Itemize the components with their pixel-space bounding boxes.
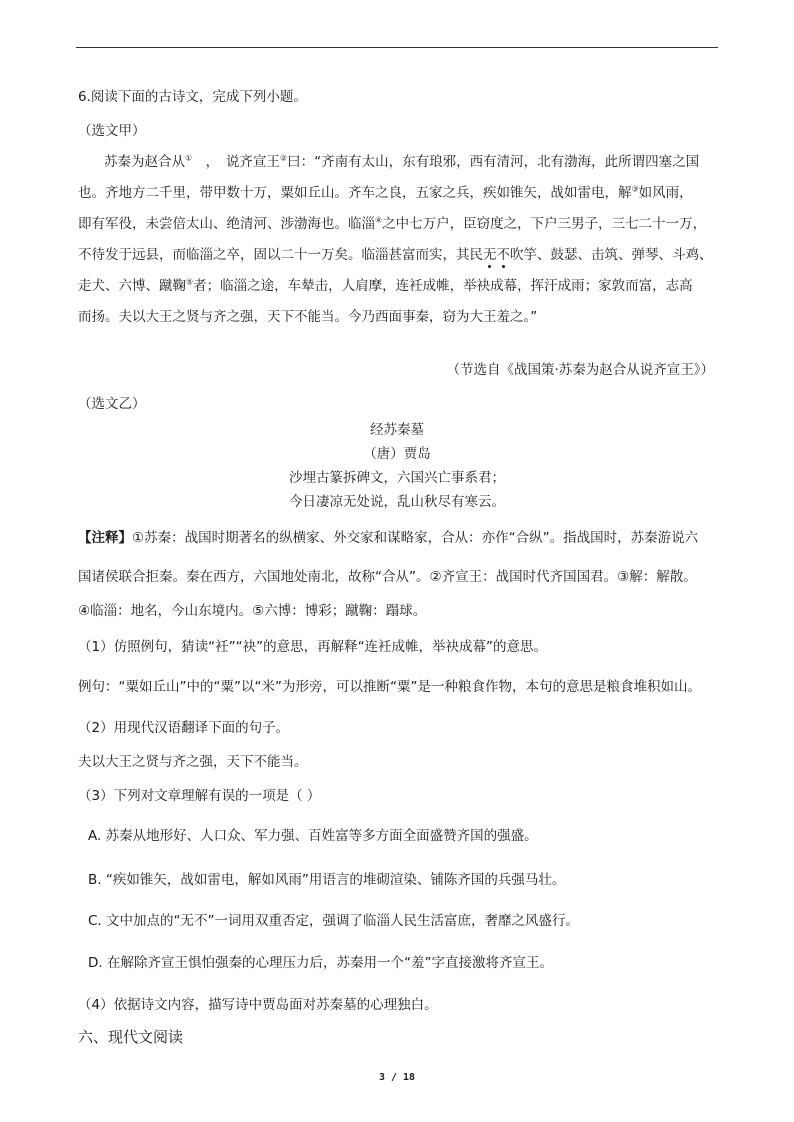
option-d: D. 在解除齐宣王惧怕强秦的心理压力后，苏秦用一个“羞”字直接激将齐宣王。: [88, 955, 553, 971]
question-3: （3）下列对文章理解有误的一项是（ ）: [78, 788, 321, 804]
option-c: C. 文中加点的“无不”一词用双重否定，强调了临淄人民生活富庶，奢靡之风盛行。: [88, 913, 579, 929]
passage-a-line: 即有军役，未尝倍太山、绝清河、涉渤海也。临淄④之中七万户，臣窃度之，下户三男子，三七二十一万，: [78, 215, 707, 232]
poem-line: 今日凄凉无处说，乱山秋尽有寒云。: [289, 494, 505, 510]
passage-b-label: （选文乙）: [78, 396, 146, 412]
passage-a-line: 走犬、六博、蹴鞠⑤者；临淄之途，车辇击，人肩摩，连衽成帷，举袂成幕，挥汗成雨；家敦而富，志高: [78, 277, 693, 294]
poem-author: （唐）贾岛: [363, 446, 431, 462]
passage-a-source: （节选自《战国策·苏秦为赵合从说齐宣王》）: [446, 362, 714, 378]
poem-title: 经苏秦墓: [370, 422, 424, 438]
passage-a-label: （选文甲）: [78, 123, 146, 139]
footnote-marker: ③: [631, 184, 639, 194]
question-2: （2）用现代汉语翻译下面的句子。: [78, 720, 290, 736]
notes-label: 【注释】: [78, 530, 132, 546]
question-1: （1）仿照例句，猜读“衽”“袂”的意思，再解释“连衽成帷，举袂成幕”的意思。: [78, 639, 548, 655]
notes-line: 国诸侯联合拒秦。秦在西方，六国地处南北，故称“合从”。②齐宣王：战国时代齐国国君。③解：解散。: [78, 569, 697, 585]
header-rule: [76, 47, 718, 48]
question-4: （4）依据诗文内容，描写诗中贾岛面对苏秦墓的心理独白。: [78, 997, 438, 1013]
poem-line: 沙埋古篆拆碑文，六国兴亡事系君；: [289, 470, 505, 486]
emphasis-dot-char: 不: [496, 247, 510, 263]
footnote-marker: ②: [279, 153, 288, 163]
question-title: 6.阅读下面的古诗文，完成下列小题。: [78, 89, 307, 105]
footnote-marker: ④: [375, 215, 383, 225]
emphasis-dot-char: 无: [483, 247, 497, 263]
notes-line: ④临淄：地名，今山东境内。⑤六博：博彩；蹴鞠：蹋球。: [78, 603, 427, 619]
section-heading: 六、现代文阅读: [78, 1028, 184, 1046]
footnote-marker: ⑤: [186, 277, 194, 287]
passage-a-line: 不待发于远县，而临淄之卒，固以二十一万矣。临淄甚富而实，其民无不吹竽、鼓瑟、击筑、弹琴、斗鸡、: [78, 247, 713, 263]
option-b: B. “疾如锥矢，战如雷电，解如风雨”用语言的堆砌渲染、铺陈齐国的兵强马壮。: [88, 872, 566, 888]
page-number: 3 / 18: [378, 1072, 416, 1083]
passage-a-line: 苏秦为赵合从① ， 说齐宣王②曰：“齐南有太山，东有琅邪，西有清河，北有渤海，此所谓四塞之国: [104, 153, 700, 170]
passage-a-line: 也。齐地方二千里，带甲数十万，粟如丘山。齐车之良，五家之兵，疾如锥矢，战如雷电，解③如风雨，: [78, 184, 693, 201]
notes-line: 【注释】①苏秦：战国时期著名的纵横家、外交家和谋略家，合从：亦作“合纵”。指战国时，苏秦游说六: [78, 530, 699, 546]
passage-a-line: 而扬。夫以大王之贤与齐之强，天下不能当。今乃西面事秦，窃为大王羞之。”: [78, 309, 538, 325]
option-a: A. 苏秦从地形好、人口众、军力强、百姓富等多方面全面盛赞齐国的强盛。: [88, 828, 538, 844]
question-2-sentence: 夫以大王之贤与齐之强，天下不能当。: [78, 754, 308, 770]
footnote-marker: ①: [185, 153, 193, 163]
question-1-example: 例句：“粟如丘山”中的“粟”以“米”为形旁，可以推断“粟”是一种粮食作物，本句的意思是粮食堆积如山。: [78, 679, 701, 695]
